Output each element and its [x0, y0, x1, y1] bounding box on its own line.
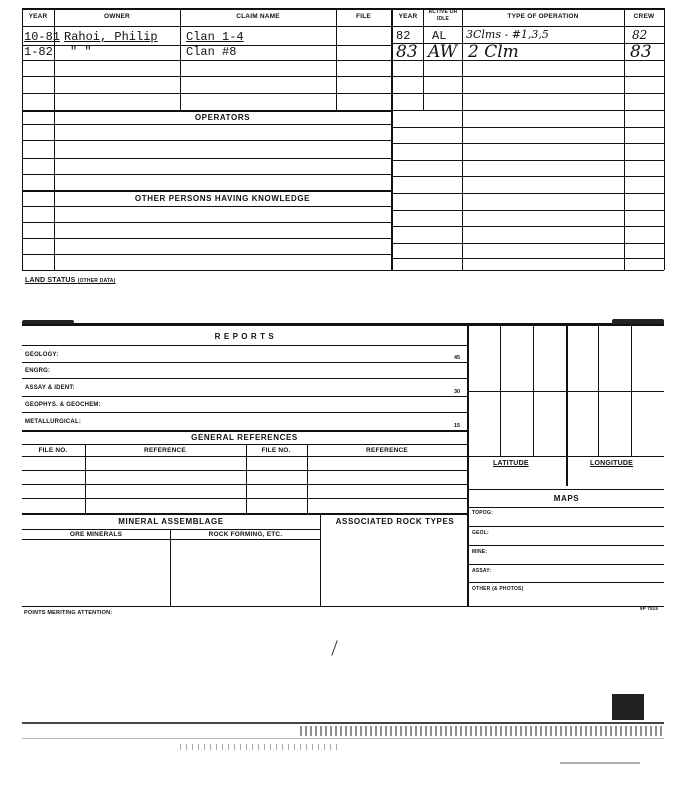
op2-year: 83	[396, 42, 418, 62]
header-year: YEAR	[28, 13, 48, 20]
row2-year: 1-82	[24, 45, 53, 59]
op2-status: AW	[428, 42, 458, 62]
op2-crew: 83	[630, 42, 652, 62]
row2-claim: Clan #8	[186, 45, 237, 59]
black-square-artifact	[612, 694, 644, 720]
land-status-label: LAND STATUS (OTHER DATA)	[25, 277, 116, 284]
rock-forming-heading: ROCK FORMING, ETC.	[208, 531, 283, 538]
header-claim-name: CLAIM NAME	[236, 13, 280, 20]
report-geophys: GEOPHYS. & GEOCHEM:	[25, 402, 101, 408]
header-year-op: YEAR	[398, 13, 418, 20]
associated-rock-types-heading: ASSOCIATED ROCK TYPES	[335, 517, 455, 526]
report-engrg: ENGRG:	[25, 368, 51, 374]
header-owner: OWNER	[104, 13, 130, 20]
header-type-of-operation: TYPE OF OPERATION	[507, 13, 579, 20]
row1-claim: Clan 1-4	[186, 30, 244, 44]
report-metallurgical: METALLURGICAL:	[25, 419, 82, 425]
header-crew: CREW	[633, 13, 655, 20]
row1-owner: Rahoi, Philip	[64, 30, 158, 44]
top-table-bottom	[22, 270, 664, 271]
op1-operation: 3Clms - #1,3,5	[466, 28, 549, 41]
op1-status: AL	[432, 29, 447, 43]
ore-minerals-heading: ORE MINERALS	[69, 531, 123, 538]
general-references-heading: GENERAL REFERENCES	[191, 433, 298, 442]
maps-heading: MAPS	[553, 494, 580, 503]
mineral-assemblage-heading: MINERAL ASSEMBLAGE	[118, 517, 224, 526]
maps-geol: GEOL:	[472, 530, 489, 536]
latitude-label: LATITUDE	[493, 460, 529, 467]
maps-other: OTHER (& PHOTOS)	[472, 586, 524, 592]
header-divider	[22, 26, 664, 27]
other-persons-heading: OTHER PERSONS HAVING KNOWLEDGE	[134, 194, 311, 203]
form-number: 9P 7515	[640, 606, 659, 611]
maps-mine: MINE:	[472, 549, 488, 555]
header-file: FILE	[356, 13, 371, 20]
report-geology: GEOLOGY:	[25, 352, 59, 358]
header-active-idle: ACTIVE OR IDLE	[428, 9, 458, 22]
points-meriting-attention-label: POINTS MERITING ATTENTION:	[24, 610, 113, 616]
reports-heading: R E P O R T S	[214, 332, 275, 341]
maps-topog: TOPOG:	[472, 510, 493, 516]
report-assay: ASSAY & IDENT:	[25, 385, 75, 391]
row1-year: 10-81	[24, 30, 61, 44]
op1-crew: 82	[632, 28, 648, 42]
op2-operation: 2 Clm	[468, 42, 519, 62]
row2-owner: " "	[70, 45, 92, 59]
maps-assay: ASSAY:	[472, 568, 492, 574]
top-border	[22, 8, 664, 10]
operators-heading: OPERATORS	[194, 113, 251, 122]
op1-year: 82	[396, 29, 411, 43]
longitude-label: LONGITUDE	[590, 460, 634, 467]
